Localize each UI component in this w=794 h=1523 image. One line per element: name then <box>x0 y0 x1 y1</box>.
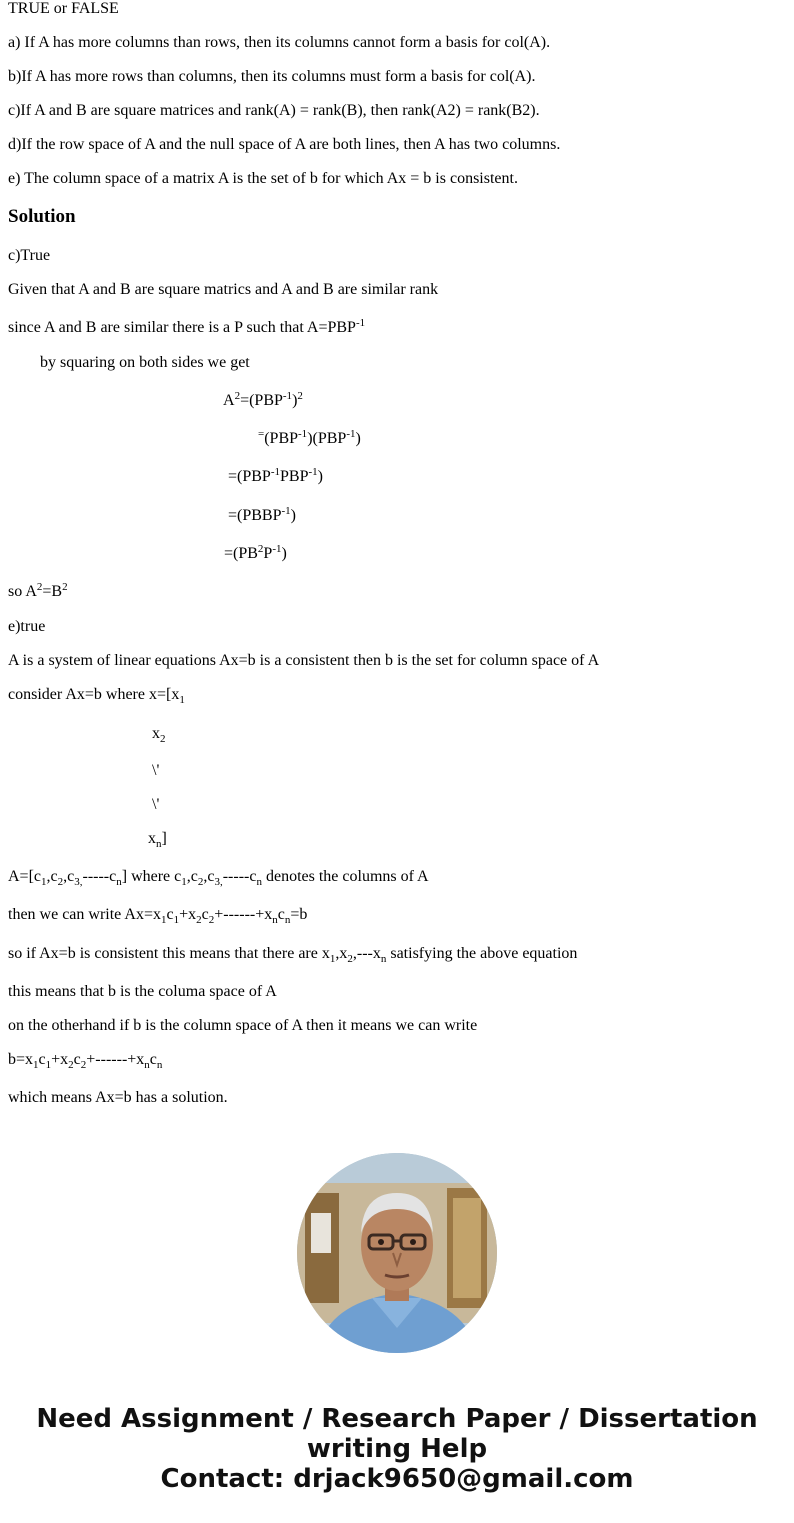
solution-squaring: by squaring on both sides we get <box>40 354 250 371</box>
equation-line-4: $=(PBBP^{-1})$ <box>228 505 296 524</box>
footer-line-2: writing Help <box>306 1434 488 1464</box>
equation-line-3: $=(PBP^{-1}PBP^{-1})$ <box>228 466 323 485</box>
question-a: a) If A has more columns than rows, then its columns cannot form a basis for col(A). <box>8 34 551 51</box>
author-photo <box>297 1153 497 1353</box>
footer-banner <box>0 1404 794 1494</box>
solution-c-true: c)True <box>8 247 51 264</box>
solution-coluna: this means that b is the columa space of A <box>8 983 277 1000</box>
solution-e-true: e)true <box>8 618 46 635</box>
question-title: TRUE or FALSE <box>8 0 119 17</box>
vector-x2: $x_2$ <box>152 725 166 745</box>
solution-otherhand: on the otherhand if b is the column space of A then it means we can write <box>8 1017 478 1034</box>
question-b: b)If A has more rows than columns, then its columns must form a basis for col(A). <box>8 68 536 85</box>
solution-consider: consider Ax=b where $x=[x_1$ <box>8 686 185 706</box>
footer-contact: Contact: drjack9650@gmail.com <box>160 1464 634 1494</box>
question-c: c)If A and B are square matrices and rank(A) = rank(B), then rank(A2) = rank(B2). <box>8 102 540 119</box>
solution-heading: Solution <box>8 206 76 227</box>
solution-columns: $A=[c_1,c_2,c_{3,}-----c_n]$ where $c_1,c_2,c_{3,}-----c_n$ denotes the columns of A <box>8 868 429 888</box>
question-d: d)If the row space of A and the null space of A are both lines, then A has two columns. <box>8 136 561 153</box>
solution-so-a2: so $A^2=B^2$ <box>8 581 68 600</box>
footer-line-1: Need Assignment / Research Paper / Dissertation <box>36 1404 758 1434</box>
solution-system: A is a system of linear equations Ax=b is a consistent then b is the set for column space of A <box>8 652 600 669</box>
question-e: e) The column space of a matrix A is the set of b for which Ax = b is consistent. <box>8 170 518 187</box>
solution-which-means: which means Ax=b has a solution. <box>8 1089 228 1106</box>
vector-xn: $x_n$] <box>148 830 167 850</box>
solution-then-write: then we can write $Ax=x_1c_1+x_2c_2+------+x_nc_n=b$ <box>8 906 308 926</box>
solution-b-equals: $b=x_1c_1+x_2c_2+------+x_nc_n$ <box>8 1051 163 1071</box>
equation-line-5: $=(PB^2P^{-1})$ <box>224 543 287 562</box>
solution-since: since A and B are similar there is a P such that $A=PBP^{-1}$ <box>8 317 366 336</box>
equation-line-2: $^=(PBP^{-1})(PBP^{-1})$ <box>258 428 361 447</box>
vector-ellipsis-1: \' <box>152 762 160 779</box>
solution-given: Given that A and B are square matrics and A and B are similar rank <box>8 281 439 298</box>
solution-if-consistent: so if Ax=b is consistent this means that there are $x_1,x_2,---x_n$ satisfying the above equation <box>8 945 578 965</box>
vector-ellipsis-2: \' <box>152 796 160 813</box>
equation-line-1: $A^2=(PBP^{-1})^2$ <box>223 390 303 409</box>
